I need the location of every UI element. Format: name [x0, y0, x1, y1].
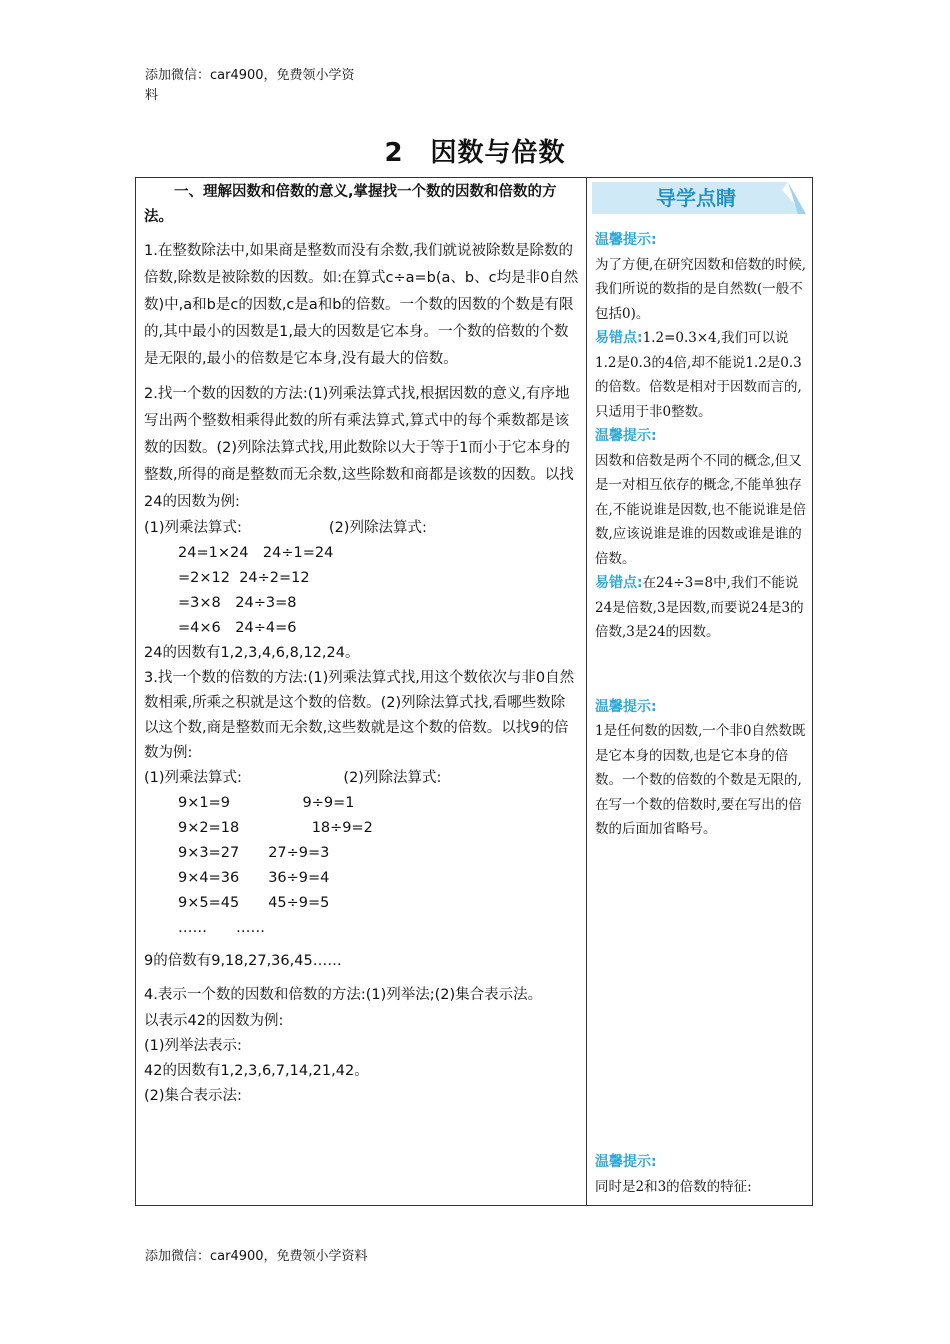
- tip-2: 因数和倍数是两个不同的概念,但又是一对相互依存的概念,不能单独存在,不能说谁是因数,也不能说谁是倍数,应该说谁是谁的因数或谁是谁的倍数。: [595, 452, 807, 567]
- error-1: 1.2=0.3×4,我们可以说1.2是0.3的4倍,却不能说1.2是0.3的倍数。倍数是相对于因数而言的,只适用于非0整数。: [595, 330, 802, 420]
- calc24-row: 24=1×24 24÷1=24: [178, 545, 334, 561]
- calc9-row: 9×1=9 9÷9=1: [178, 795, 355, 811]
- main-column: [144, 180, 579, 1109]
- calc9-row: 9×2=18 18÷9=2: [178, 820, 373, 836]
- paragraph-2: 2.找一个数的因数的方法:(1)列乘法算式找,根据因数的意义,有序地写出两个整数相乘得此数的所有乘法算式,算式中的每个乘数都是该数的因数。(2)列除法算式找,用此数除以大于等于1而小于它本身的整数,所得的商是整数而无余数,这些除数和商都是该数的因数。以找24的因数为例:: [144, 386, 574, 510]
- calc9-row: …… ……: [178, 920, 265, 936]
- calc24-row: =4×6 24÷4=6: [178, 620, 297, 636]
- tip-4: 同时是2和3的倍数的特征:: [595, 1178, 752, 1195]
- result-9: 9的倍数有9,18,27,36,45……: [144, 953, 342, 969]
- paragraph-4b: 以表示42的因数为例:: [144, 1013, 284, 1029]
- tip-label: 温馨提示:: [595, 428, 657, 444]
- paragraph-4: 4.表示一个数的因数和倍数的方法:(1)列举法;(2)集合表示法。: [144, 987, 543, 1003]
- paragraph-4d: 42的因数有1,2,3,6,7,14,21,42。: [144, 1063, 369, 1079]
- calc24-labels: (1)列乘法算式: (2)列除法算式:: [144, 520, 427, 536]
- paragraph-4e: (2)集合表示法:: [144, 1088, 242, 1104]
- side-notes-bottom: [595, 1150, 807, 1199]
- page-header: [145, 66, 395, 106]
- calc24-row: =3×8 24÷3=8: [178, 595, 297, 611]
- section-heading: 一、理解因数和倍数的意义,掌握找一个数的因数和倍数的方法。: [144, 184, 557, 225]
- calc9-row: 9×5=45 45÷9=5: [178, 895, 330, 911]
- error-2: 在24÷3=8中,我们不能说24是倍数,3是因数,而要说24是3的倍数,3是24的因数。: [595, 575, 804, 640]
- paragraph-4c: (1)列举法表示:: [144, 1038, 242, 1054]
- banner: [592, 180, 806, 216]
- header-line-1: 添加微信：car4900，免费领小学资: [145, 68, 355, 83]
- error-label: 易错点:: [595, 330, 643, 346]
- calc9-row: 9×3=27 27÷9=3: [178, 845, 330, 861]
- tip-label: 温馨提示:: [595, 232, 657, 248]
- column-divider: [586, 177, 587, 1206]
- paragraph-3: 3.找一个数的倍数的方法:(1)列乘法算式找,用这个数依次与非0自然数相乘,所乘之积就是这个数的倍数。(2)列除法算式找,看哪些数除以这个数,商是整数而无余数,这些数就是这个数的倍数。以找9的倍数为例:: [144, 670, 575, 761]
- calc9-row: 9×4=36 36÷9=4: [178, 870, 330, 886]
- side-notes: [595, 228, 807, 842]
- page-title: 2 因数与倍数: [384, 138, 566, 168]
- error-label: 易错点:: [595, 575, 643, 591]
- page-footer: 添加微信：car4900，免费领小学资料: [145, 1249, 368, 1264]
- calc24-row: =2×12 24÷2=12: [178, 570, 310, 586]
- result-24: 24的因数有1,2,3,4,6,8,12,24。: [144, 645, 360, 661]
- paragraph-1: 1.在整数除法中,如果商是整数而没有余数,我们就说被除数是除数的倍数,除数是被除数的因数。如:在算式c÷a=b(a、b、c均是非0自然数)中,a和b是c的因数,c是a和b的倍数。一个数的因数的个数是有限的,其中最小的因数是1,最大的因数是它本身。一个数的倍数的个数是无限的,最小的倍数是它本身,没有最大的倍数。: [144, 243, 579, 367]
- tip-label: 温馨提示:: [595, 1154, 657, 1170]
- header-line-2: 料: [145, 88, 159, 103]
- tip-3: 1是任何数的因数,一个非0自然数既是它本身的因数,也是它本身的倍数。一个数的倍数的个数是无限的,在写一个数的倍数时,要在写出的倍数的后面加省略号。: [595, 723, 806, 837]
- banner-label: 导学点睛: [656, 186, 736, 210]
- calc9-labels: (1)列乘法算式: (2)列除法算式:: [144, 770, 442, 786]
- tip-label: 温馨提示:: [595, 698, 657, 715]
- tip-1: 为了方便,在研究因数和倍数的时候,我们所说的数指的是自然数(一般不包括0)。: [595, 256, 807, 322]
